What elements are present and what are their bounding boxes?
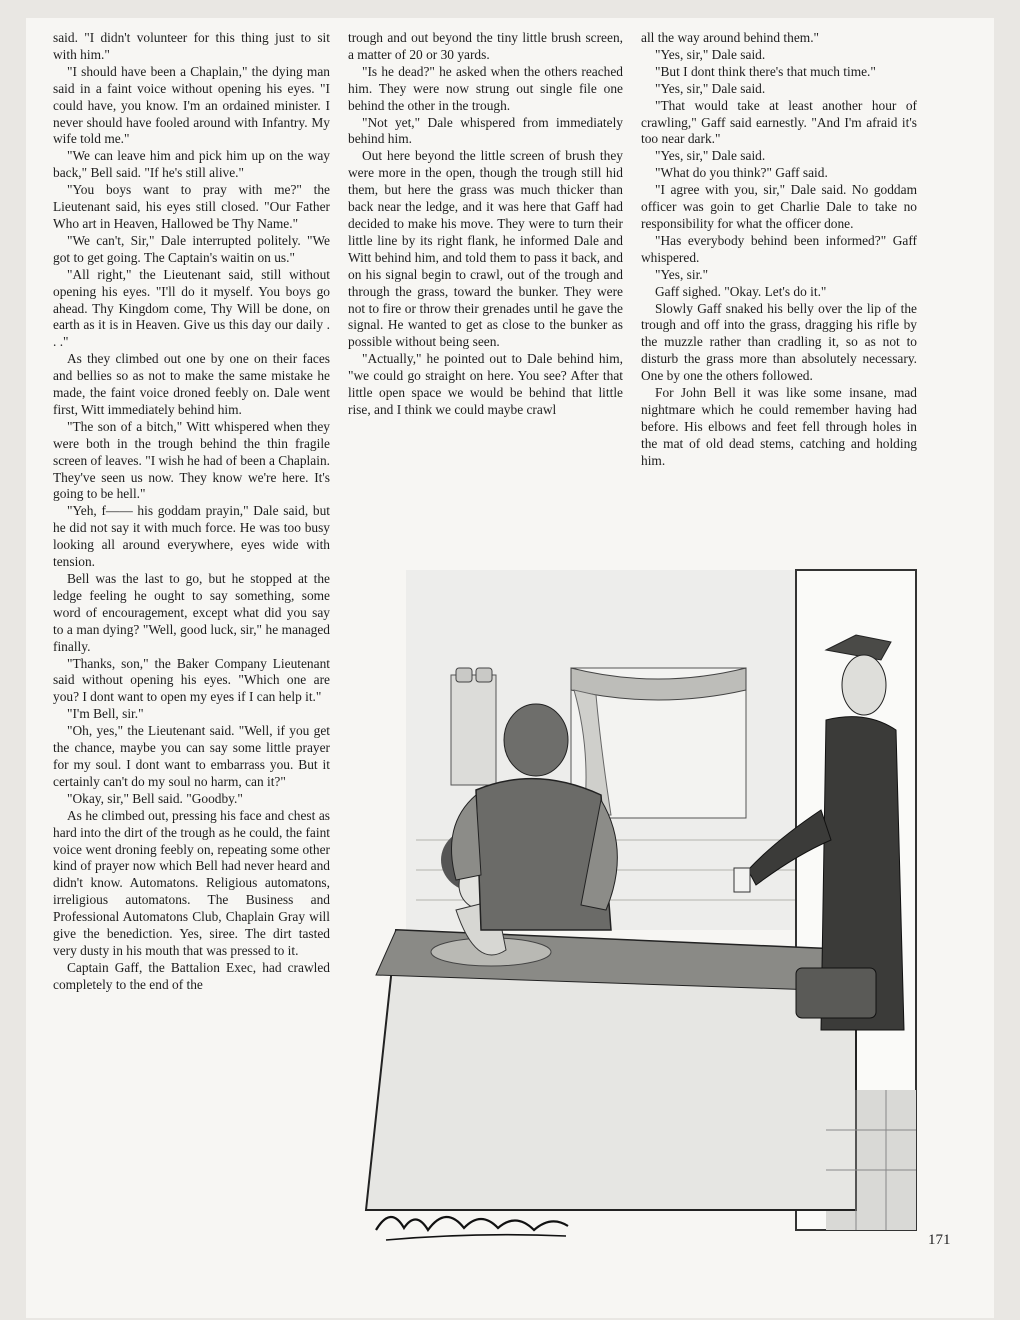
paragraph: "But I dont think there's that much time." <box>655 63 876 79</box>
paragraph: all the way around behind them." <box>641 30 820 45</box>
page-number: 171 <box>928 1232 951 1248</box>
paragraph: Slowly Gaff snaked his belly over the lip of the trough and off into the grass, dragging his rifle by the muzzle rather than cradling it, so as not to disturb the grass more than absolutely necessary. One by one the others followed. <box>641 300 917 384</box>
paragraph: "Is he dead?" he asked when the others reached him. They were now strung out single file one behind the other in the trough. <box>348 63 623 113</box>
paragraph: "I should have been a Chaplain," the dying man said in a faint voice without opening his eyes. "I could have, you know. I'm an ordained minister. I never should have fooled around with Infantry. My wife told me." <box>53 63 330 147</box>
paragraph: "Oh, yes," the Lieutenant said. "Well, if you get the chance, maybe you can say some little prayer for my soul. I dont want to embarrass you. But it certainly can't do my soul no harm, can it?" <box>53 723 330 789</box>
paragraph: "Yes, sir," Dale said. <box>655 80 766 96</box>
paragraph: As they climbed out one by one on their faces and bellies so as not to make the same mistake he made, the faint voice droned feebly on. Dale went first, Witt immediately behind him. <box>53 351 330 417</box>
paragraph: As he climbed out, pressing his face and chest as hard into the dirt of the trough as he could, the faint voice went droning feebly on, repeating some other kind of prayer now which Bell had never heard and didn't know. Automatons. Religious automatons, irreligious automatons. The Business and Professional Automatons Club, Chaplain Gray will give the benediction. Yes, siree. The dirt tasted very dusty in his mouth that was pressed to it. <box>53 807 330 958</box>
paragraph: "Yeh, f—— his goddam prayin," Dale said, but he did not say it with much force. He was too busy looking all around everywhere, eyes wide with tension. <box>53 503 330 570</box>
paragraph: "Yes, sir," Dale said. <box>655 46 766 62</box>
paragraph: "Yes, sir." <box>655 266 709 282</box>
paragraph: Captain Gaff, the Battalion Exec, had crawled completely to the end of the <box>53 959 330 992</box>
paragraph: Bell was the last to go, but he stopped at the ledge feeling he ought to say something, some word of encouragement, except what did you say to a man dying? "Well, good luck, sir," he managed finally. <box>53 571 330 654</box>
text-column-3 <box>641 30 917 470</box>
magazine-page <box>26 18 994 1318</box>
paragraph: "The son of a bitch," Witt whispered when they were both in the trough behind the thin fragile screen of leaves. "I wish he had of been a Chaplain. They've seen us now. They know we're here. It's going to be hell." <box>53 418 330 502</box>
paragraph: said. "I didn't volunteer for this thing just to sit with him." <box>53 30 330 62</box>
paragraph: "Okay, sir," Bell said. "Goodby." <box>67 790 243 806</box>
text-column-1 <box>53 30 330 994</box>
bathtub <box>366 930 856 1210</box>
paragraph: "We can't, Sir," Dale interrupted politely. "We got to get going. The Captain's waitin on us." <box>53 232 330 265</box>
artist-signature <box>376 1217 568 1240</box>
paragraph: Gaff sighed. "Okay. Let's do it." <box>655 283 827 299</box>
paragraph: "All right," the Lieutenant said, still without opening his eyes. "I'll do it myself. You boys go ahead. Thy Kingdom come, Thy Will be done, on earth as it is in Heaven. Give us this day our daily . . ." <box>53 266 330 350</box>
paragraph: For John Bell it was like some insane, mad nightmare which he could remember having had before. His elbows and feet fell through holes in the mat of old dead stems, catching and holding him. <box>641 385 917 468</box>
shelf <box>451 668 496 785</box>
paragraph: "You boys want to pray with me?" the Lieutenant said, his eyes still closed. "Our Father Who art in Heaven, Hallowed be Thy Name." <box>53 182 330 231</box>
paragraph: "Actually," he pointed out to Dale behind him, "we could go straight on here. You see? After that little open space we would be behind that little rise, and I think we could maybe crawl <box>348 351 623 417</box>
paragraph: "I agree with you, sir," Dale said. No goddam officer was goin to get Charlie Dale to take no responsibility for what the officer done. <box>641 182 917 231</box>
paragraph: "Thanks, son," the Baker Company Lieutenant said without opening his eyes. "Which one are you? I dont want to open my eyes if I can help it." <box>53 655 330 705</box>
paragraph: trough and out beyond the tiny little brush screen, a matter of 20 or 30 yards. <box>348 30 623 62</box>
paragraph: Out here beyond the little screen of brush they were more in the open, though the trough still hid them, but here the grass was much thicker than back near the ledge, and it was here that Gaff had decided to make his move. They were to turn their little line by its right flank, he informed Dale and Witt behind him, and told them to pass it back, and on his signal begin to crawl, out of the trough and through the grass, toward the bunker. They were not to fire or throw their grenades until he gave the signal. He wanted to get as close to the bunker as possible without being seen. <box>348 148 623 350</box>
paragraph: "We can leave him and pick him up on the way back," Bell said. "If he's still alive." <box>53 148 330 181</box>
cartoon-illustration <box>356 550 921 1250</box>
paragraph: "Not yet," Dale whispered from immediately behind him. <box>348 114 623 147</box>
paragraph: "Has everybody behind been informed?" Gaff whispered. <box>641 232 917 265</box>
paragraph: "I'm Bell, sir." <box>67 706 144 722</box>
paragraph: "Yes, sir," Dale said. <box>655 148 766 164</box>
paragraph: "What do you think?" Gaff said. <box>655 165 828 181</box>
text-column-2 <box>348 30 623 419</box>
paragraph: "That would take at least another hour of crawling," Gaff said earnestly. "And I'm afraid it's too near dark." <box>641 97 917 147</box>
